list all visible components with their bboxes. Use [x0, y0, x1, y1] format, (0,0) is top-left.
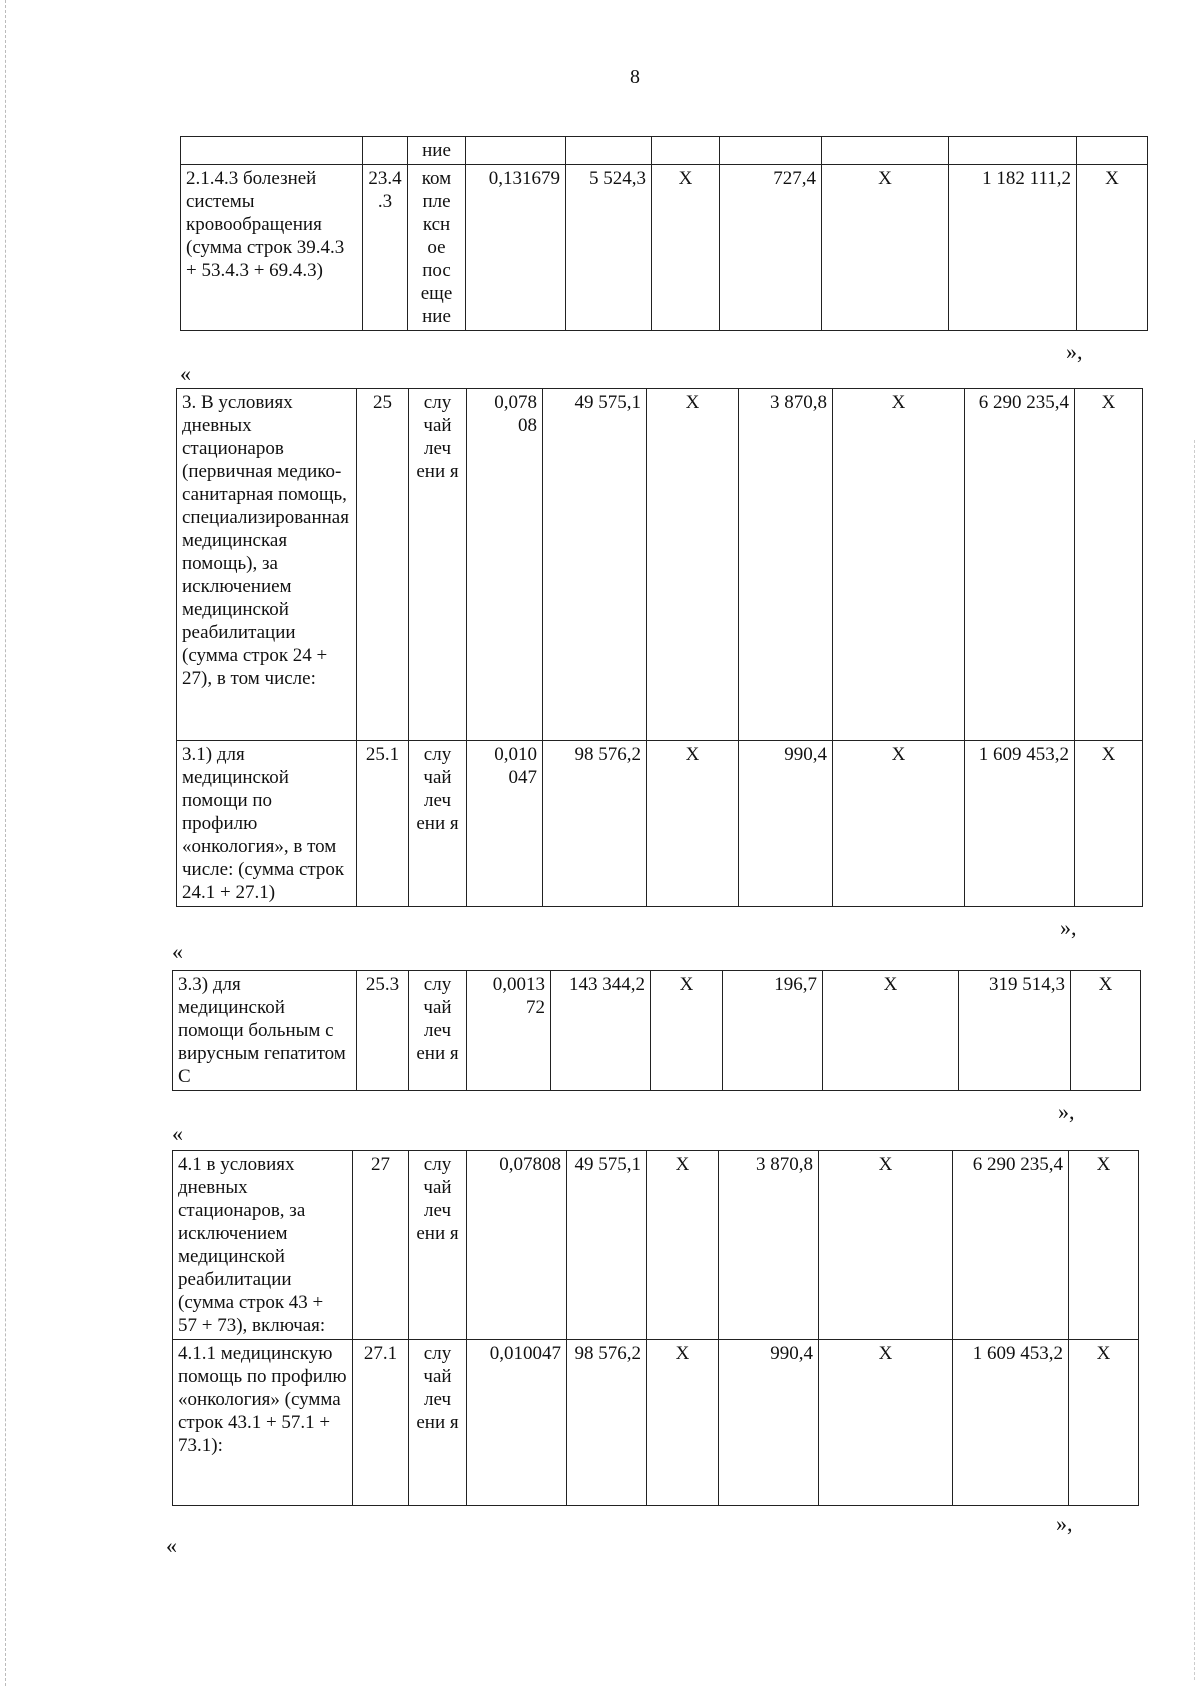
row-label: 2.1.4.3 болезней системы кровообращения (сумма строк 39.4.3 + 53.4.3 + 69.4.3) [181, 165, 363, 331]
table-day-hospitals-incl [172, 1150, 1139, 1506]
table-row [173, 1151, 1139, 1340]
closing-quote: », [1056, 1511, 1073, 1536]
closing-quote: », [1066, 339, 1083, 364]
table-cell [1077, 137, 1148, 165]
row-number: 25.1 [357, 741, 409, 907]
x-cell: X [1071, 971, 1141, 1091]
total-cell: 6 290 235,4 [965, 389, 1075, 741]
unit-cell: слу чай леч ени я [409, 741, 467, 907]
x-cell: X [833, 741, 965, 907]
table-row [173, 1340, 1139, 1506]
opening-quote: « [166, 1533, 177, 1558]
closing-quote: », [1058, 1099, 1075, 1124]
total-cell: 1 609 453,2 [953, 1340, 1069, 1506]
row-label: 3.3) для медицинской помощи больным с вирусным гепатитом С [173, 971, 357, 1091]
table-cell [363, 137, 408, 165]
x-cell: X [1077, 165, 1148, 331]
norm-cell: 0,0013 72 [467, 971, 551, 1091]
norm-cell: 0,010 047 [467, 741, 543, 907]
row-label: 4.1.1 медицинскую помощь по профилю «онкология» (сумма строк 43.1 + 57.1 + 73.1): [173, 1340, 353, 1506]
table-cell [822, 137, 949, 165]
table-day-hospitals [176, 388, 1143, 907]
x-cell: X [647, 1340, 719, 1506]
table-cell [466, 137, 566, 165]
x-cell: X [819, 1151, 953, 1340]
total-cell: 1 609 453,2 [965, 741, 1075, 907]
x-cell: X [647, 741, 739, 907]
cost-cell: 5 524,3 [566, 165, 652, 331]
cost-cell: 143 344,2 [551, 971, 651, 1091]
per-capita-cell: 196,7 [723, 971, 823, 1091]
per-capita-cell: 990,4 [739, 741, 833, 907]
x-cell: X [823, 971, 959, 1091]
x-cell: X [833, 389, 965, 741]
x-cell: X [647, 389, 739, 741]
table-hepatitis-c [172, 970, 1141, 1091]
x-cell: X [651, 971, 723, 1091]
norm-cell: 0,131679 [466, 165, 566, 331]
closing-quote: », [1060, 915, 1077, 940]
table-cell [720, 137, 822, 165]
x-cell: X [1075, 389, 1143, 741]
per-capita-cell: 3 870,8 [719, 1151, 819, 1340]
unit-cell: слу чай леч ени я [409, 1340, 467, 1506]
cost-cell: 98 576,2 [543, 741, 647, 907]
scan-edge-right [1194, 440, 1198, 1680]
table-cell: ние [408, 137, 466, 165]
table-row [181, 137, 1148, 165]
table-cell [949, 137, 1077, 165]
norm-cell: 0,010047 [467, 1340, 567, 1506]
per-capita-cell: 990,4 [719, 1340, 819, 1506]
x-cell: X [822, 165, 949, 331]
unit-cell: ком пле ксн ое пос еще ние [408, 165, 466, 331]
row-number: 27 [353, 1151, 409, 1340]
row-number: 23.4 .3 [363, 165, 408, 331]
table-row [173, 971, 1141, 1091]
unit-cell: слу чай леч ени я [409, 1151, 467, 1340]
row-label: 4.1 в условиях дневных стационаров, за исключением медицинской реабилитации (сумма строк 43 + 57 + 73), включая: [173, 1151, 353, 1340]
x-cell: X [1069, 1151, 1139, 1340]
table-cardiovascular [180, 136, 1148, 331]
opening-quote: « [172, 1121, 183, 1146]
table-cell [181, 137, 363, 165]
table-row [181, 165, 1148, 331]
row-number: 25.3 [357, 971, 409, 1091]
norm-cell: 0,078 08 [467, 389, 543, 741]
row-label: 3.1) для медицинской помощи по профилю «онкология», в том числе: (сумма строк 24.1 + 27.1) [177, 741, 357, 907]
row-number: 27.1 [353, 1340, 409, 1506]
x-cell: X [819, 1340, 953, 1506]
unit-cell: слу чай леч ени я [409, 389, 467, 741]
total-cell: 1 182 111,2 [949, 165, 1077, 331]
unit-cell: слу чай леч ени я [409, 971, 467, 1091]
opening-quote: « [172, 939, 183, 964]
cost-cell: 49 575,1 [567, 1151, 647, 1340]
x-cell: X [1069, 1340, 1139, 1506]
table-row [177, 389, 1143, 741]
table-row [177, 741, 1143, 907]
norm-cell: 0,07808 [467, 1151, 567, 1340]
per-capita-cell: 727,4 [720, 165, 822, 331]
per-capita-cell: 3 870,8 [739, 389, 833, 741]
total-cell: 319 514,3 [959, 971, 1071, 1091]
table-cell [652, 137, 720, 165]
scan-edge-left [0, 0, 6, 1686]
x-cell: X [647, 1151, 719, 1340]
page-number: 8 [630, 66, 640, 88]
cost-cell: 98 576,2 [567, 1340, 647, 1506]
total-cell: 6 290 235,4 [953, 1151, 1069, 1340]
x-cell: X [652, 165, 720, 331]
table-cell [566, 137, 652, 165]
row-label: 3. В условиях дневных стационаров (первичная медико-санитарная помощь, специализированная медицинская помощь), за исключением медицинской реабилитации (сумма строк 24 + 27), в том числе: [177, 389, 357, 741]
row-number: 25 [357, 389, 409, 741]
opening-quote: « [180, 361, 191, 386]
cost-cell: 49 575,1 [543, 389, 647, 741]
x-cell: X [1075, 741, 1143, 907]
